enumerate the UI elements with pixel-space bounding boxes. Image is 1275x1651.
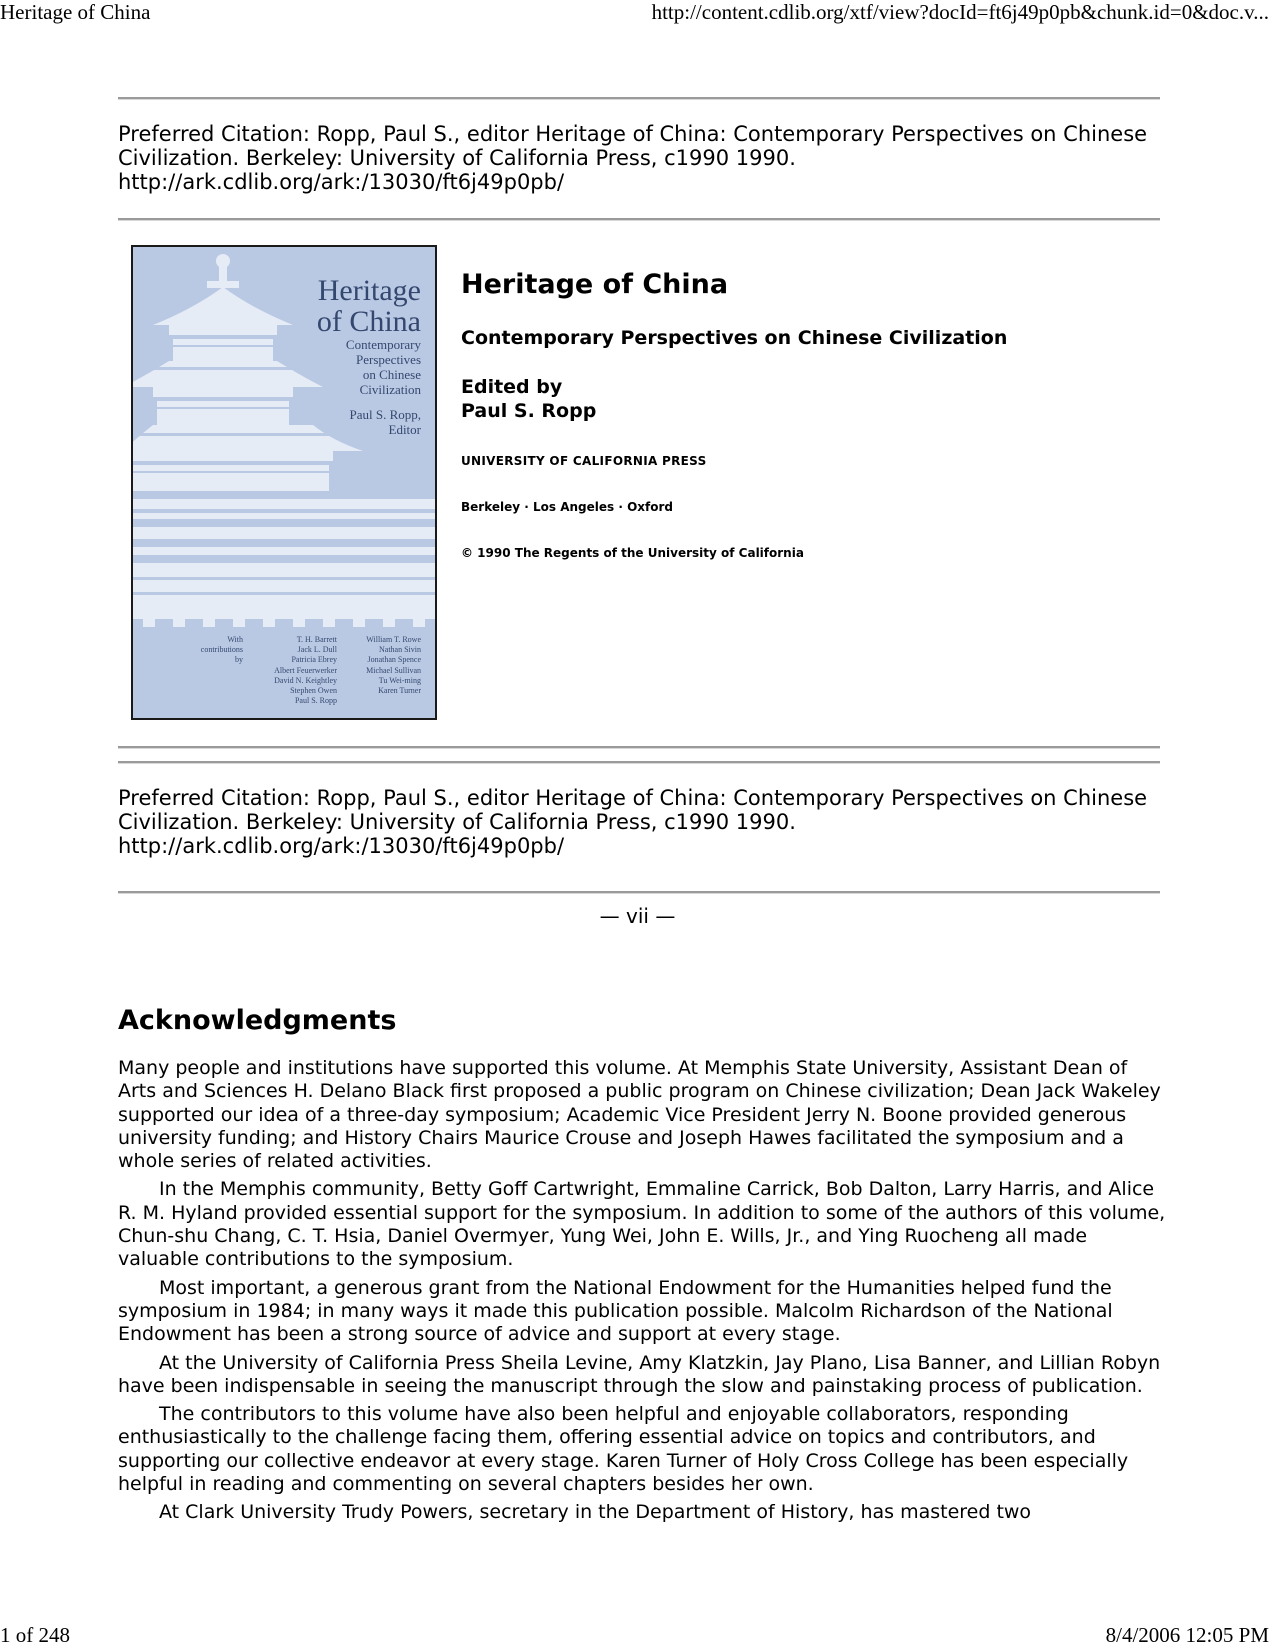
page-number-marker: — vii — [599,904,676,928]
acknowledgments-body [118,1057,1168,1530]
citation-line: Preferred Citation: Ropp, Paul S., editor Heritage of China: Contemporary Perspectives on Chinese [118,122,1148,146]
paragraph: Many people and institutions have supported this volume. At Memphis State University, Assistant Dean of Arts and Sciences H. Delano Black first proposed a public program on Chinese civilization; Dean Jack Wakeley supported our idea of a three-day symposium; Academic Vice President Jerry N. Boone provided generous university funding; and History Chairs Maurice Crouse and Joseph Hawes facilitated the symposium and a whole series of related activities. [118,1057,1161,1173]
paragraph: The contributors to this volume have also been helpful and enjoyable collaborators, responding enthusiastically to the challenge facing them, offering essential advice on topics and contributors, and supporting our collective endeavor at every stage. Karen Turner of Holy Cross College has been especially helpful in reading and commenting on several chapters besides her own. [118,1403,1129,1496]
citation-url: http://ark.cdlib.org/ark:/13030/ft6j49p0pb/ [118,834,565,858]
paragraph: At the University of California Press Sheila Levine, Amy Klatzkin, Jay Plano, Lisa Banner, and Lillian Robyn have been indispensable in seeing the manuscript through the slow and painstaking process of publication. [118,1351,1161,1397]
cover-contributions-label: With contributions by [200,635,243,664]
editor-name: Paul S. Ropp [461,400,597,422]
book-cover-image [131,245,437,720]
cover-contributors-list: William T. Rowe Nathan Sivin Jonathan Spence Michael Sullivan Tu Wei-ming Karen Turner [366,635,421,696]
print-footer-timestamp: 8/4/2006 12:05 PM [1105,1623,1269,1647]
cover-title: Heritage of China [316,274,421,338]
cover-contributors-list: T. H. Barrett Jack L. Dull Patricia Ebrey Albert Feuerwerker David N. Keightley Stephen Owen Paul S. Ropp [274,635,337,706]
divider [118,761,1160,764]
print-footer-page-count: 1 of 248 [0,1623,70,1647]
citation-line: Civilization. Berkeley: University of California Press, c1990 1990. [118,146,796,170]
paragraph: In the Memphis community, Betty Goff Cartwright, Emmaline Carrick, Bob Dalton, Larry Harris, and Alice R. M. Hyland provided essential support for the symposium. In addition to some of the authors of this volume, Chun-shu Chang, C. T. Hsia, Daniel Overmyer, Yung Wei, John E. Wills, Jr., and Ying Ruocheng all made valuable contributions to the symposium. [118,1178,1166,1271]
divider [118,891,1160,894]
section-heading: Acknowledgments [118,1005,397,1036]
paragraph: At Clark University Trudy Powers, secretary in the Department of History, has mastered two [159,1501,1032,1524]
divider [118,746,1160,749]
citation-line: Preferred Citation: Ropp, Paul S., editor Heritage of China: Contemporary Perspectives on Chinese [118,786,1148,810]
book-title: Heritage of China [461,269,729,300]
cover-subtitle: Contemporary Perspectives on Chinese Civilization [345,337,421,397]
divider [118,218,1160,221]
citation-top [118,122,1168,194]
divider [118,97,1160,100]
publisher: UNIVERSITY OF CALIFORNIA PRESS [461,454,707,468]
citation-url: http://ark.cdlib.org/ark:/13030/ft6j49p0pb/ [118,170,565,194]
copyright-notice: © 1990 The Regents of the University of California [461,546,804,560]
citation-bottom [118,786,1168,858]
book-subtitle: Contemporary Perspectives on Chinese Civilization [461,327,1008,349]
publisher-places: Berkeley · Los Angeles · Oxford [461,500,673,514]
citation-line: Civilization. Berkeley: University of California Press, c1990 1990. [118,810,796,834]
edited-by-label: Edited by [461,376,563,398]
print-header-title: Heritage of China [0,0,151,24]
editor-credit [461,375,596,423]
paragraph: Most important, a generous grant from the National Endowment for the Humanities helped fund the symposium in 1984; in many ways it made this publication possible. Malcolm Richardson of the National Endowment has been a strong source of advice and support at every stage. [118,1276,1113,1346]
cover-editor: Paul S. Ropp, Editor [349,407,421,437]
print-header-url: http://content.cdlib.org/xtf/view?docId=ft6j49p0pb&chunk.id=0&doc.v... [651,0,1269,24]
